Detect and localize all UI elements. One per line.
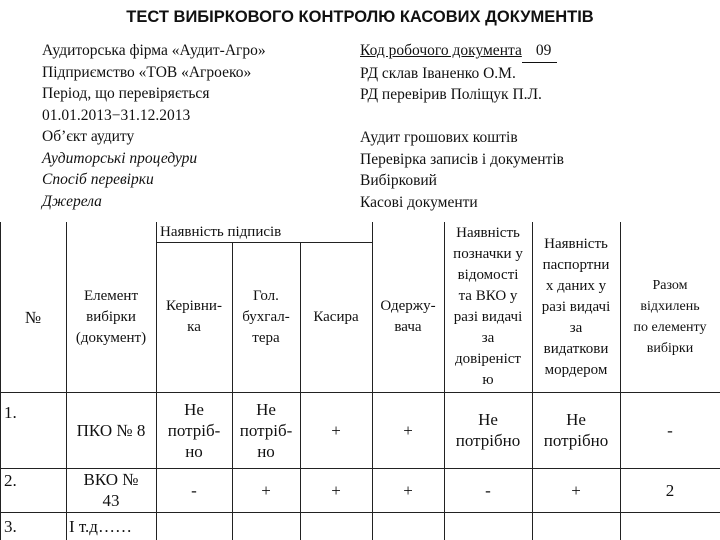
text-line: Керівни- [166, 298, 222, 314]
row2-total: 2 [665, 480, 675, 500]
header-cashier [300, 242, 372, 392]
code-value: 09 [522, 40, 558, 63]
row1-mark [444, 392, 532, 468]
row1-manager [156, 392, 232, 468]
sources-value: Касові документи [360, 193, 478, 211]
row1-chief-accountant [232, 392, 300, 468]
text-line: разі видачі [453, 309, 523, 325]
row2-chief-accountant [232, 468, 300, 512]
header-signatures-group: Наявність підписів [160, 223, 282, 240]
row1-total: - [667, 420, 673, 440]
text-line: но [257, 441, 275, 461]
document-code-line [360, 40, 564, 63]
audit-firm: Аудиторська фірма «Аудит-Агро» [42, 42, 266, 59]
text-line: І т.д…… [69, 516, 132, 536]
text-line: вача [394, 319, 422, 335]
row2-cashier: + [331, 480, 341, 500]
text-line: мордером [544, 361, 608, 378]
text-line: та ВКО у [458, 288, 518, 304]
text-line: Елемент [83, 287, 139, 304]
period-label: Період, що перевіряється [42, 85, 210, 102]
text-line: потріб- [167, 420, 221, 440]
row1-recipient: + [403, 420, 413, 440]
text-line: х даних у [545, 277, 607, 294]
text-line: видаткови [543, 340, 609, 357]
text-line: Не [256, 399, 276, 419]
text-line: Не [566, 410, 586, 429]
text-line: но [185, 441, 203, 461]
text-line: потрібно [455, 431, 521, 450]
text-line: разі видачі [541, 298, 611, 315]
header-total-deviations [620, 242, 720, 392]
header-chief-accountant [232, 242, 300, 392]
text-line: ВКО № [83, 470, 139, 489]
row2-recipient: + [403, 480, 413, 500]
row1-cashier: + [331, 420, 341, 440]
object-label: Об’єкт аудиту [42, 128, 135, 145]
text-line: Не [184, 399, 204, 419]
row3-number: 3. [4, 516, 17, 536]
text-line: тера [252, 329, 280, 346]
code-label: Код робочого документа [360, 42, 522, 59]
text-line: Одержу- [380, 298, 436, 314]
text-line: бухгал- [242, 308, 290, 325]
text-line: ПКО № 8 [76, 420, 146, 440]
object-value: Аудит грошових коштів [360, 129, 518, 146]
row1-passport [532, 392, 620, 468]
text-line: Не [478, 410, 498, 429]
procedures-value: Перевірка записів і документів [360, 150, 564, 168]
text-line: відомості [457, 267, 519, 283]
text-line: по елементу [633, 320, 707, 335]
row1-element [66, 392, 156, 468]
text-line: потріб- [239, 420, 293, 440]
text-line: потрібно [543, 431, 609, 450]
text-line: Разом [652, 278, 688, 293]
method-value: Вибірковий [360, 172, 437, 189]
text-line: позначки у [453, 246, 523, 262]
text-line: довіреніст [455, 351, 521, 367]
left-info-block [42, 40, 266, 212]
text-line: за [481, 330, 495, 346]
text-line: ю [482, 372, 494, 388]
text-line: вибірки [646, 341, 694, 356]
checked-by: РД перевірив Поліщук П.Л. [360, 86, 542, 103]
row2-mark [444, 468, 532, 512]
header-element [66, 242, 156, 392]
text-line: паспортни [542, 256, 610, 273]
text-line: - [191, 480, 197, 500]
text-line: ка [187, 319, 201, 335]
text-line: (документ) [75, 329, 147, 346]
sources-label: Джерела [42, 192, 102, 210]
text-line: Наявність [456, 225, 520, 241]
sampling-table [0, 222, 720, 540]
text-line: вибірки [86, 308, 136, 325]
procedures-label: Аудиторські процедури [42, 149, 198, 167]
row2-number: 2. [4, 470, 17, 490]
text-line: Гол. [253, 287, 279, 304]
period-value: 01.01.2013−31.12.2013 [42, 106, 191, 124]
header-manager [156, 242, 232, 392]
text-line: 43 [102, 491, 120, 510]
text-line: + [571, 480, 581, 500]
text-line: + [261, 480, 271, 500]
header-number: № [24, 307, 42, 327]
row3-element [66, 512, 156, 540]
row1-number: 1. [4, 402, 17, 422]
enterprise: Підприємство «ТОВ «Агроеко» [42, 63, 252, 81]
text-line: Наявність [544, 235, 608, 252]
header-recipient [372, 242, 444, 392]
row2-manager [156, 468, 232, 512]
right-info-block [360, 40, 564, 213]
document-title: ТЕСТ ВИБІРКОВОГО КОНТРОЛЮ КАСОВИХ ДОКУМЕНТІВ [126, 8, 594, 26]
text-line: - [485, 480, 491, 500]
header-passport-presence [532, 222, 620, 392]
row2-element [66, 468, 156, 512]
row2-passport [532, 468, 620, 512]
method-label: Спосіб перевірки [42, 171, 154, 188]
text-line: за [569, 319, 583, 336]
text-line: відхилень [640, 299, 700, 314]
header-mark-presence [444, 222, 532, 392]
text-line: Касира [313, 308, 359, 325]
compiled-by: РД склав Іваненко О.М. [360, 64, 516, 82]
